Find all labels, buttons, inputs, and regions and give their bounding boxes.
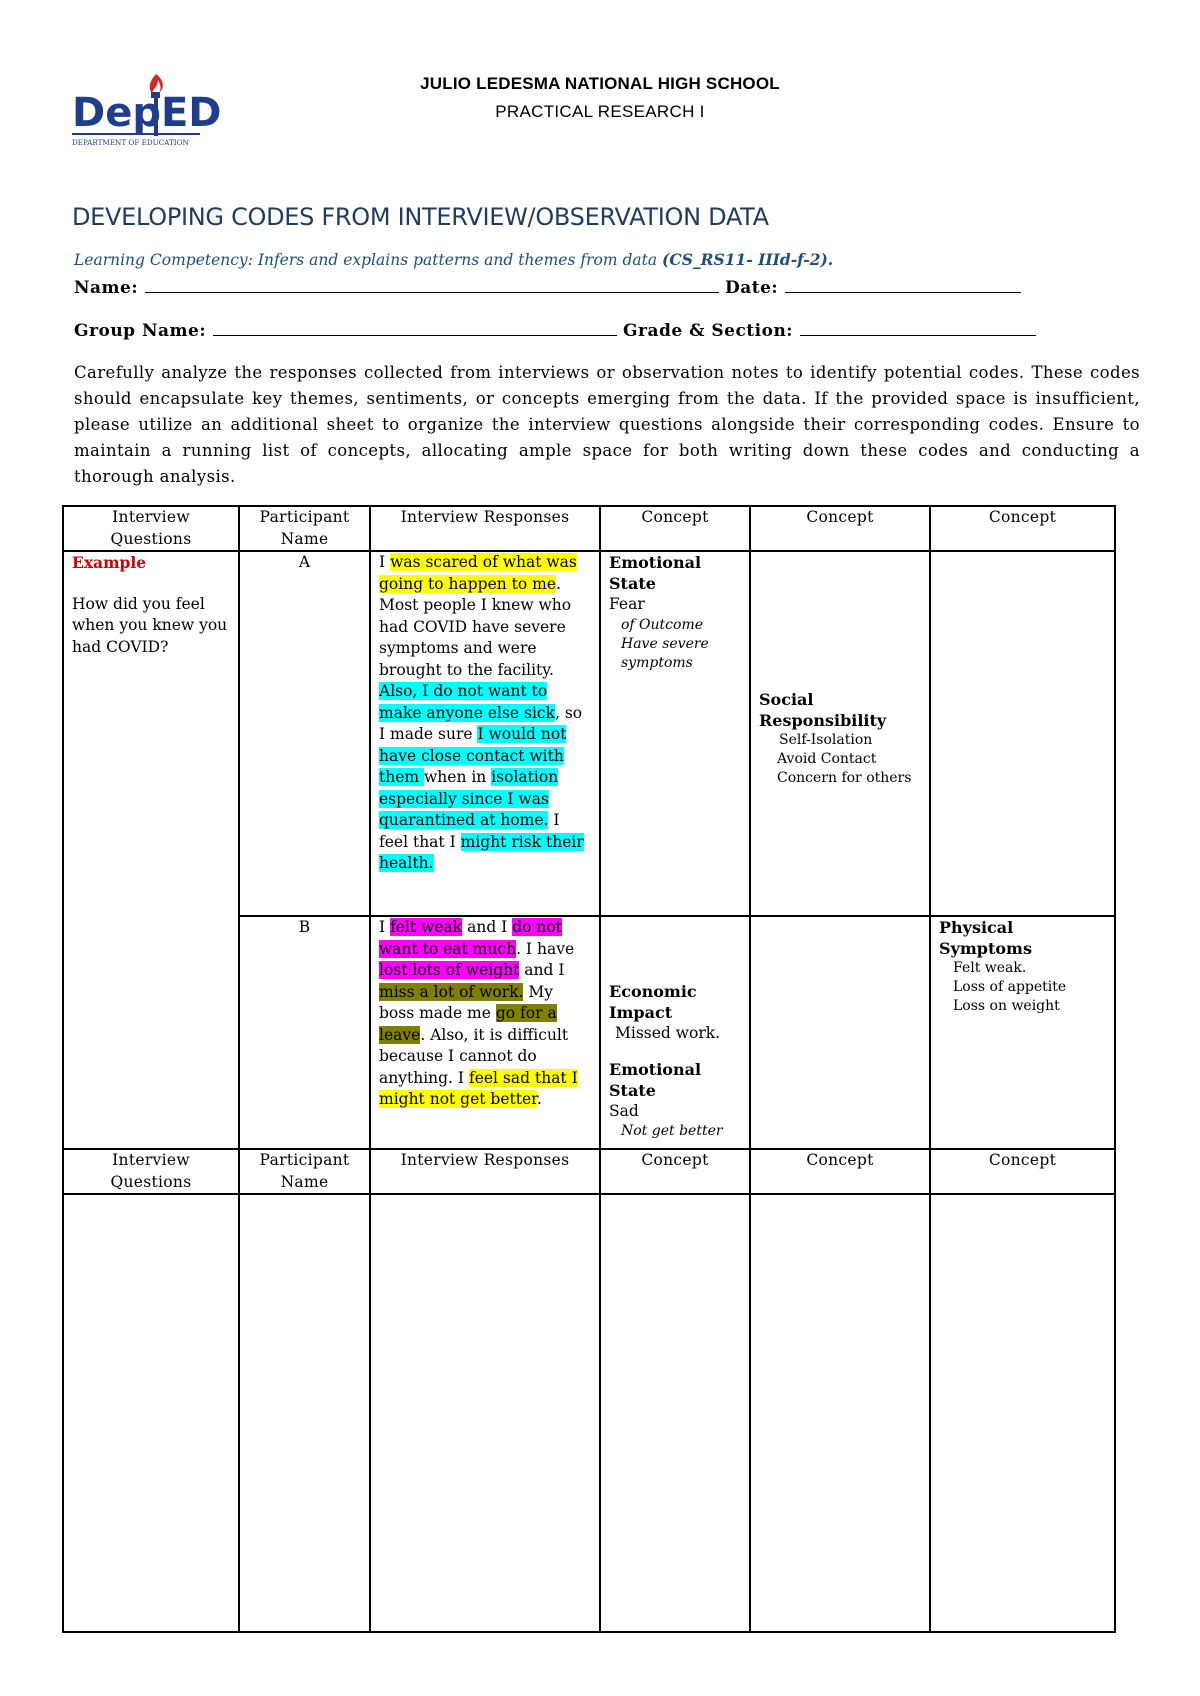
highlighted-segment: was scared of what was going to happen to me: [379, 553, 577, 593]
participant-cell: A: [239, 551, 370, 916]
concept-label: Sad: [609, 1101, 639, 1120]
blank-cell[interactable]: [370, 1194, 600, 1632]
highlighted-segment: Also, I do not want to make anyone else sick: [379, 682, 555, 722]
response-segment: . Also, it is difficult because I cannot do anything. I: [379, 1025, 569, 1087]
concept-cell: [750, 916, 930, 1149]
table-header-row: [63, 506, 1115, 551]
blank-cell[interactable]: [63, 1194, 239, 1632]
highlighted-segment: I would not have close contact with them: [379, 725, 567, 786]
response-segment: I feel that I: [379, 811, 560, 851]
coding-table: [62, 505, 1116, 1633]
response-segment: . I have: [516, 939, 575, 958]
header-concept: Concept: [750, 506, 930, 551]
blank-cell[interactable]: [930, 1194, 1115, 1632]
highlighted-segment: lost lots of weight: [379, 961, 520, 979]
highlighted-segment: felt weak: [390, 918, 463, 936]
concept-title: Emotional State: [609, 553, 702, 593]
concept-cell: [600, 916, 750, 1149]
blank-answer-row: [63, 1194, 1115, 1632]
header-concept: Concept: [600, 506, 750, 551]
highlighted-segment: isolation especially since I was quarantined at home.: [379, 768, 559, 829]
table-header-row: [63, 1149, 1115, 1194]
logo-subtext: DEPARTMENT OF EDUCATION: [72, 138, 189, 147]
header-interview-questions: Interview Questions: [63, 506, 239, 551]
concept-title: Physical Symptoms: [939, 918, 1032, 958]
group-grade-row: [74, 321, 1094, 341]
header-interview-responses: Interview Responses: [370, 1149, 600, 1194]
concept-cell: [750, 551, 930, 916]
highlighted-segment: might risk their health.: [379, 832, 584, 872]
concept-item: Felt weak.: [953, 960, 1027, 976]
concept-subcode: of Outcome: [621, 616, 704, 633]
name-date-row: [74, 278, 1094, 298]
concept-label: Fear: [609, 595, 645, 613]
blank-cell[interactable]: [600, 1194, 750, 1632]
header-participant-name: Participant Name: [239, 1149, 370, 1194]
concept-title: Emotional State: [609, 1059, 702, 1100]
header-concept: Concept: [930, 506, 1115, 551]
table-row: [63, 551, 1115, 916]
header-concept: Concept: [930, 1149, 1115, 1194]
concept-cell: [930, 916, 1115, 1149]
subject-name: PRACTICAL RESEARCH I: [495, 102, 705, 121]
response-segment: My boss made me: [379, 982, 553, 1022]
highlighted-segment: do not want to eat much: [379, 918, 562, 958]
response-segment: and I: [519, 961, 565, 979]
name-label: Name:: [74, 278, 139, 298]
concept-cell: [600, 551, 750, 916]
response-segment: I: [379, 918, 391, 936]
header-concept: Concept: [600, 1149, 750, 1194]
page-title: DEVELOPING CODES FROM INTERVIEW/OBSERVATION DATA: [72, 203, 769, 231]
example-question-cell: [63, 551, 239, 1149]
response-segment: .: [536, 1090, 542, 1108]
participant-cell: B: [239, 916, 370, 1149]
grade-section-field[interactable]: [800, 321, 1036, 336]
competency-text: Learning Competency: Infers and explains patterns and themes from data: [74, 251, 658, 269]
grade-section-label: Grade & Section:: [622, 321, 794, 341]
concept-item: Loss on weight: [953, 998, 1060, 1014]
concept-title: Economic Impact: [609, 982, 697, 1022]
highlighted-segment: miss a lot of work.: [379, 982, 524, 1001]
response-segment: and I: [462, 918, 513, 936]
date-label: Date:: [724, 278, 779, 298]
competency-code: (CS_RS11- IIId-f-2).: [662, 250, 834, 269]
example-question: How did you feel when you knew you had COVID?: [72, 594, 228, 656]
response-segment: , so I made sure: [379, 703, 583, 743]
header-participant-name: Participant Name: [239, 506, 370, 551]
response-cell: [370, 551, 600, 916]
instructions-paragraph: Carefully analyze the responses collected from interviews or observation notes to identify potential codes. These codes should encapsulate key themes, sentiments, or concepts emerging from the data. If the provided space is insufficient, please utilize an additional sheet to organize the interview questions alongside their corresponding codes. Ensure to maintain a running list of concepts, allocating ample space for both writing down these codes and conducting a thorough analysis.: [74, 363, 1140, 486]
concept-subcode: Have severe symptoms: [621, 635, 709, 671]
concept-subcode: Not get better: [621, 1123, 723, 1139]
concept-item: Missed work.: [615, 1024, 721, 1042]
learning-competency: [74, 250, 833, 269]
response-segment: . Most people I knew who had COVID have severe symptoms and were brought to the facility.: [379, 574, 572, 679]
header-interview-responses: Interview Responses: [370, 506, 600, 551]
concept-item: Avoid Contact: [777, 751, 877, 767]
concept-item: Self-Isolation: [779, 732, 873, 748]
name-field[interactable]: [145, 278, 719, 293]
school-name: JULIO LEDESMA NATIONAL HIGH SCHOOL: [420, 74, 780, 93]
response-segment: when in: [424, 768, 492, 786]
blank-cell[interactable]: [750, 1194, 930, 1632]
highlighted-segment: go for a leave: [379, 1004, 557, 1044]
response-cell: [370, 916, 600, 1149]
example-label: Example: [72, 553, 147, 572]
group-name-field[interactable]: [213, 321, 617, 336]
date-field[interactable]: [785, 278, 1021, 293]
group-name-label: Group Name:: [74, 321, 207, 341]
concept-cell: [930, 551, 1115, 916]
concept-title: Social Responsibility: [759, 690, 887, 730]
highlighted-segment: feel sad that I might not get better: [379, 1068, 578, 1108]
header-interview-questions: Interview Questions: [63, 1149, 239, 1194]
blank-cell[interactable]: [239, 1194, 370, 1632]
logo-text: DepED: [72, 90, 222, 136]
concept-item: Concern for others: [777, 770, 912, 786]
response-segment: I: [379, 553, 391, 571]
concept-item: Loss of appetite: [953, 979, 1067, 995]
header-concept: Concept: [750, 1149, 930, 1194]
